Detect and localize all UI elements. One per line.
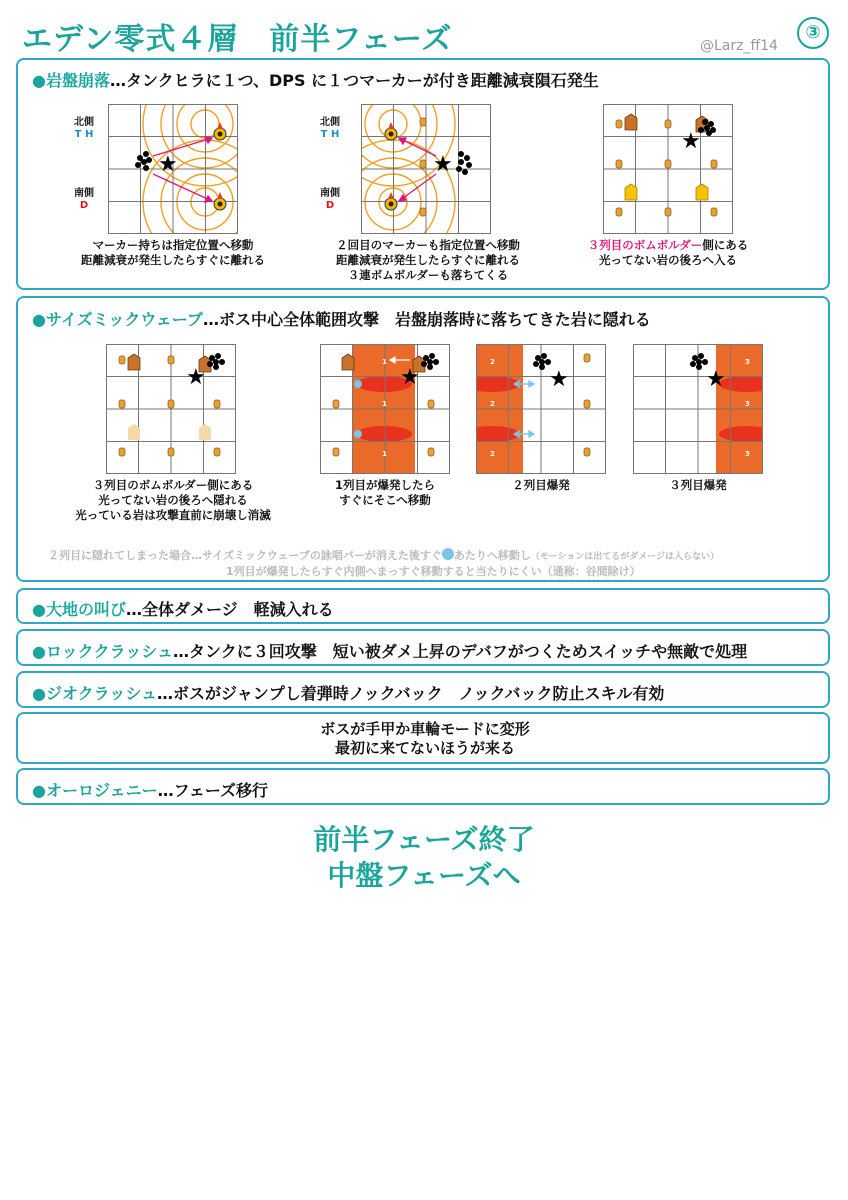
boss-star-icon-s1: ★ xyxy=(186,365,206,390)
geocrush-heading: ●ジオクラッシュ…ボスがジャンプし着弾時ノックバック ノックバック防止スキル有効 xyxy=(32,684,665,703)
boss-star-icon-s2: ★ xyxy=(400,365,420,390)
section-rock-crush xyxy=(16,629,830,666)
marker-target-top xyxy=(214,122,226,140)
safe-spot-dot-icon xyxy=(442,548,454,560)
seismic-caption-1: ３列目のボムボルダー側にある 光ってない岩の後ろへ隠れる 光っている岩は攻撃直前に崩壊し消滅 xyxy=(75,478,271,522)
north-label: 北側 T H xyxy=(74,117,94,140)
bedrock-caption-3: ３列目のボムボルダー側にある 光ってない岩の後ろへ入る xyxy=(587,238,749,267)
south-label: 南側 D xyxy=(74,188,94,211)
seismic-caption-2: 1列目が爆発したら すぐにそこへ移動 xyxy=(334,478,435,507)
marker-target-bottom-2 xyxy=(385,192,397,210)
svg-text:2: 2 xyxy=(490,450,495,458)
boss-star-icon-s4: ★ xyxy=(706,367,726,392)
bedrock-diagram-1 xyxy=(108,104,238,234)
page-title: エデン零式４層 前半フェーズ xyxy=(22,22,453,57)
svg-text:1: 1 xyxy=(382,400,387,408)
boss-star-icon-2: ★ xyxy=(433,152,453,177)
seismic-diagram-1 xyxy=(106,344,236,474)
orogeny-heading: ●オーロジェニー…フェーズ移行 xyxy=(32,781,269,800)
bedrock-diagram-2 xyxy=(361,104,491,234)
page-number: ③ xyxy=(797,17,829,49)
svg-text:1: 1 xyxy=(382,358,387,366)
marker-target-bottom xyxy=(214,192,226,210)
bedrock-caption-2: ２回目のマーカーも指定位置へ移動 距離減衰が発生したらすぐに離れる ３連ボムボルダーも落ちてくる xyxy=(336,238,520,282)
party-cluster xyxy=(135,151,152,171)
section-geocrush xyxy=(16,671,830,708)
seismic-note-line-2: 1列目が爆発したらすぐ内側へまっすぐ移動すると当たりにくい（通称：谷間除け） xyxy=(226,565,641,578)
section-orogeny xyxy=(16,768,830,805)
south-label-2: 南側 D xyxy=(320,188,340,211)
transform-text: ボスが手甲か車輪モードに変形 最初に来てないほうが来る xyxy=(320,720,530,757)
section-bedrock xyxy=(16,58,830,290)
svg-text:2: 2 xyxy=(490,400,495,408)
marker-target-top-2 xyxy=(385,122,397,140)
rock-icons-s3 xyxy=(584,354,590,456)
bedrock-caption-1: マーカー持ちは指定位置へ移動 距離減衰が発生したらすぐに離れる xyxy=(81,238,265,267)
glowing-rocks xyxy=(625,184,708,200)
section-transform xyxy=(16,712,830,764)
earth-cry-heading: ●大地の叫び…全体ダメージ 軽減入れる xyxy=(32,600,334,619)
svg-text:2: 2 xyxy=(490,358,495,366)
svg-text:1: 1 xyxy=(382,450,387,458)
bedrock-heading: ●岩盤崩落…タンクヒラに１つ、DPS に１つマーカーが付き距離減衰隕石発生 xyxy=(32,71,599,90)
seismic-diagram-3 xyxy=(476,344,606,474)
rock-crush-heading: ●ロッククラッシュ…タンクに３回攻撃 短い被ダメ上昇のデバフがつくためスイッチや無敵で処理 xyxy=(32,642,748,661)
svg-text:3: 3 xyxy=(745,358,750,366)
phase-end-banner: 前半フェーズ終了 中盤フェーズへ xyxy=(313,823,535,892)
faded-rocks-s1 xyxy=(128,424,211,440)
seismic-heading: ●サイズミックウェーブ…ボス中心全体範囲攻撃 岩盤崩落時に落ちてきた岩に隠れる xyxy=(32,310,651,329)
seismic-note-line-1: ２列目に隠れてしまった場合…サイズミックウェーブの詠唱バーが消えた後すぐ あたりへ移動し（モーションは出てるがダメージは入らない） xyxy=(48,549,720,562)
section-seismic xyxy=(16,296,830,582)
seismic-caption-4: ３列目爆発 xyxy=(669,478,727,492)
author-handle: @Larz_ff14 xyxy=(700,38,778,54)
boss-star-icon: ★ xyxy=(158,152,178,177)
party-cluster-2 xyxy=(456,151,472,175)
seismic-diagram-2 xyxy=(320,344,450,474)
svg-text:3: 3 xyxy=(745,450,750,458)
seismic-diagram-4 xyxy=(633,344,763,474)
north-label-2: 北側 T H xyxy=(320,117,340,140)
seismic-caption-3: ２列目爆発 xyxy=(512,478,570,492)
svg-text:3: 3 xyxy=(745,400,750,408)
boss-star-icon-3: ★ xyxy=(681,129,701,154)
section-earth-cry xyxy=(16,588,830,624)
boss-star-icon-s3: ★ xyxy=(549,367,569,392)
bedrock-diagram-3 xyxy=(603,104,733,234)
